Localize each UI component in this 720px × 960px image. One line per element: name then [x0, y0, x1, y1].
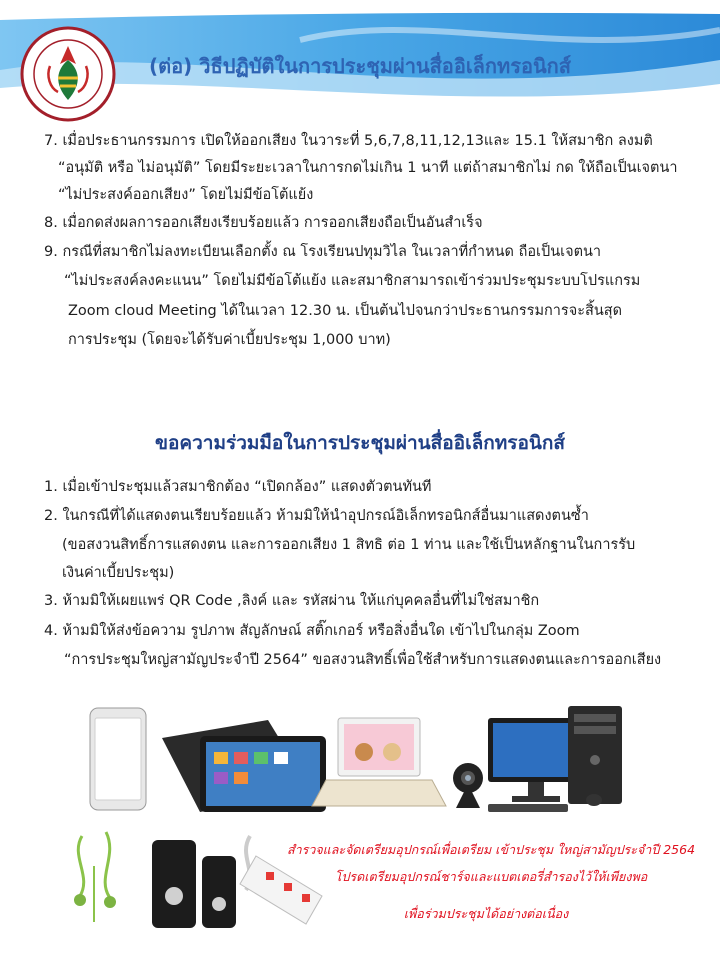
- section2-line-2: 2. ในกรณีที่ได้แสดงตนเรียบร้อยแล้ว ห้ามมิให้นำอุปกรณ์อิเล็กทรอนิกส์อื่นมาแสดงตนซ้ำ: [44, 508, 589, 524]
- devices-illustration: [80, 700, 660, 820]
- tablet-icon: [162, 720, 326, 812]
- section1-line-4: 8. เมื่อกดส่งผลการออกเสียงเรียบร้อยแล้ว การออกเสียงถือเป็นอันสำเร็จ: [44, 215, 483, 231]
- section1-line-8: การประชุม (โดยจะได้รับค่าเบี้ยประชุม 1,000 บาท): [68, 332, 391, 348]
- cooperative-logo: [20, 26, 116, 122]
- cooperation-heading: ขอความร่วมมือในการประชุมผ่านสื่ออิเล็กทรอนิกส์: [155, 432, 565, 454]
- section2-line-1: 1. เมื่อเข้าประชุมแล้วสมาชิกต้อง “เปิดกล้อง” แสดงตัวตนทันที: [44, 479, 432, 495]
- section2-line-7: “การประชุมใหญ่สามัญประจำปี 2564” ขอสงวนสิทธิ์เพื่อใช้สำหรับการแสดงตนและการออกเสียง: [64, 652, 662, 668]
- speakers-icon: [152, 840, 236, 928]
- computer-tower-icon: [568, 706, 622, 804]
- page-title: (ต่อ) วิธีปฏิบัติในการประชุมผ่านสื่ออิเล็กทรอนิกส์: [149, 54, 571, 78]
- section1-line-6: “ไม่ประสงค์ลงคะแนน” โดยไม่มีข้อโต้แย้ง และสมาชิกสามารถเข้าร่วมประชุมระบบโปรแกรม: [64, 273, 641, 289]
- section2-line-3: (ขอสงวนสิทธิ์การแสดงตน และการออกเสียง 1 สิทธิ ต่อ 1 ท่าน และใช้เป็นหลักฐานในการรับ: [62, 537, 636, 553]
- section1-line-1: 7. เมื่อประธานกรรมการ เปิดให้ออกเสียง ในวาระที่ 5,6,7,8,11,12,13และ 15.1 ให้สมาชิก ลงมติ: [44, 133, 653, 149]
- notice-line-1: สำรวจและจัดเตรียมอุปกรณ์เพื่อเตรียม เข้าประชุม ใหญ่สามัญประจำปี 2564: [286, 842, 696, 857]
- section1-line-2: “อนุมัติ หรือ ไม่อนุมัติ” โดยมีระยะเวลาในการกดไม่เกิน 1 นาที แต่ถ้าสมาชิกไม่ กด ให้ถือเป็นเจตนา: [58, 160, 678, 176]
- mouse-icon: [586, 794, 602, 806]
- section2-line-5: 3. ห้ามมิให้เผยแพร่ QR Code ,ลิงค์ และ รหัสผ่าน ให้แก่บุคคลอื่นที่ไม่ใช่สมาชิก: [44, 593, 540, 609]
- smartphone-icon: [90, 708, 146, 810]
- cooperative-seal-icon: [20, 26, 116, 122]
- laptop-icon: [312, 718, 446, 806]
- section2-line-6: 4. ห้ามมิให้ส่งข้อความ รูปภาพ สัญลักษณ์ สติ๊กเกอร์ หรือสิ่งอื่นใด เข้าไปในกลุ่ม Zoom: [44, 623, 580, 639]
- earphones-icon: [74, 832, 116, 922]
- webcam-icon: [453, 763, 483, 808]
- section1-line-7: Zoom cloud Meeting ได้ในเวลา 12.30 น. เป็นต้นไปจนกว่าประธานกรรมการจะสิ้นสุด: [68, 303, 623, 319]
- notice-line-3: เพื่อร่วมประชุมได้อย่างต่อเนื่อง: [403, 906, 569, 921]
- section1-line-5: 9. กรณีที่สมาชิกไม่ลงทะเบียนเลือกตั้ง ณ โรงเรียนปทุมวิไล ในเวลาที่กำหนด ถือเป็นเจตนา: [44, 244, 602, 260]
- section1-line-3: “ไม่ประสงค์ออกเสียง” โดยไม่มีข้อโต้แย้ง: [58, 187, 314, 203]
- notice-line-2: โปรดเตรียมอุปกรณ์ชาร์จและแบตเตอรี่สำรองไว้ให้เพียงพอ: [334, 869, 648, 884]
- section2-line-4: เงินค่าเบี้ยประชุม): [62, 565, 175, 581]
